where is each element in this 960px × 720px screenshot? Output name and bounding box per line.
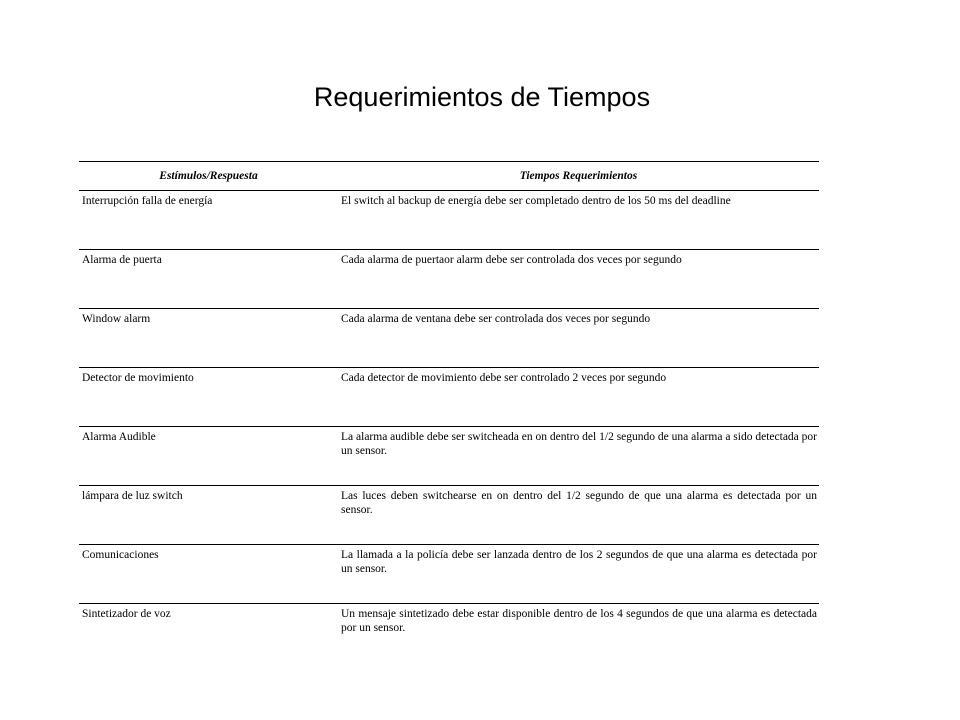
requirement-cell: La llamada a la policía debe ser lanzada dentro de los 2 segundos de que una alarma es detectada por un sensor. <box>338 545 819 604</box>
requirement-cell: El switch al backup de energía debe ser completado dentro de los 50 ms del deadline <box>341 195 731 207</box>
table-row <box>79 545 819 604</box>
table-row <box>79 368 819 427</box>
table-row <box>79 486 819 545</box>
requirement-cell: Cada alarma de puertaor alarm debe ser controlada dos veces por segundo <box>338 250 819 309</box>
header-stimulus-response: Estímulos/Respuesta <box>79 162 338 191</box>
requirement-cell: La alarma audible debe ser switcheada en on dentro del 1/2 segundo de una alarma a sido detectada por un sensor. <box>338 427 819 486</box>
requirement-cell: Las luces deben switchearse en on dentro del 1/2 segundo de que una alarma es detectada por un sensor. <box>338 486 819 545</box>
table-row <box>79 250 819 309</box>
stimulus-cell: lámpara de luz switch <box>79 486 338 545</box>
requirement-cell: Un mensaje sintetizado debe estar disponible dentro de los 4 segundos de que una alarma es detectada por un sensor. <box>338 604 819 663</box>
table-row <box>79 309 819 368</box>
stimulus-cell: Alarma Audible <box>79 427 338 486</box>
requirement-cell: Cada detector de movimiento debe ser controlado 2 veces por segundo <box>338 368 819 427</box>
header-timing-requirements: Tiempos Requerimientos <box>338 162 819 191</box>
stimulus-cell: Interrupción falla de energía <box>82 195 213 207</box>
stimulus-cell: Detector de movimiento <box>79 368 338 427</box>
stimulus-cell: Comunicaciones <box>79 545 338 604</box>
table-header-row <box>79 162 819 191</box>
stimulus-cell: Sintetizador de voz <box>79 604 338 663</box>
slide-title: Requerimientos de Tiempos <box>313 82 651 112</box>
table-row <box>79 191 819 250</box>
table-row <box>79 604 819 663</box>
stimulus-cell: Window alarm <box>79 309 338 368</box>
requirement-cell: Cada alarma de ventana debe ser controlada dos veces por segundo <box>338 309 819 368</box>
timing-requirements-table <box>79 161 819 663</box>
table-row <box>79 427 819 486</box>
stimulus-cell: Alarma de puerta <box>79 250 338 309</box>
